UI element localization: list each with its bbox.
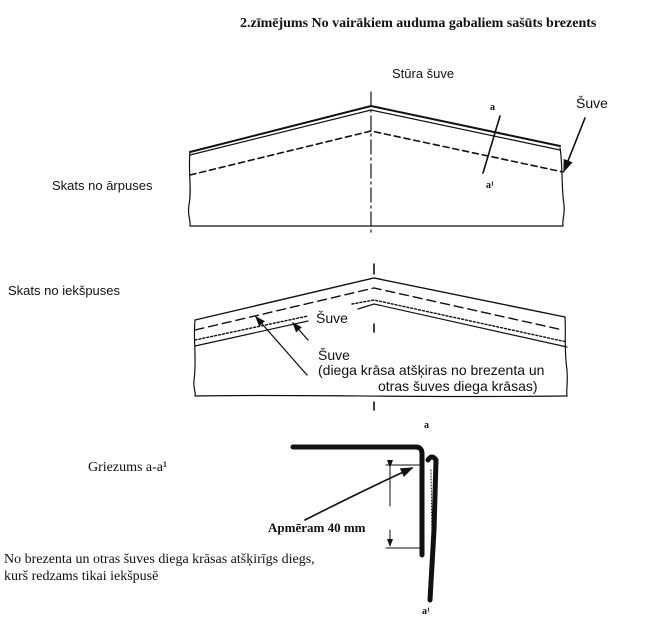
outside-seam-label: Šuve	[576, 95, 608, 111]
section-label: Griezums a-a¹	[88, 460, 168, 475]
dimension-label: Apmēram 40 mm	[268, 520, 366, 535]
section-note-line2: kurš redzams tikai iekšpusē	[4, 569, 159, 584]
section-mark-bottom: a¹	[422, 606, 430, 617]
outside-view-label: Skats no ārpuses	[52, 178, 153, 193]
section-mark-a-top: a	[490, 102, 495, 113]
section-mark-top: a	[424, 420, 429, 431]
corner-seam-label: Stūra šuve	[392, 66, 455, 81]
inside-seam2-note-line1: (diega krāsa atšķiras no brezenta un	[318, 362, 545, 378]
figure-title: 2.zīmējums No vairākiem auduma gabaliem sašūts brezents	[240, 16, 597, 31]
section-mark-a1-bottom: a¹	[486, 180, 494, 191]
outside-view-panel	[188, 92, 585, 232]
inside-view-label: Skats no iekšpuses	[8, 283, 121, 298]
inside-seam2-note-line2: otras šuves diega krāsas)	[378, 378, 538, 394]
inside-seam-label: Šuve	[316, 310, 348, 326]
section-note-line1: No brezenta un otras šuves diega krāsas atšķirīgs diegs,	[4, 552, 315, 567]
inside-seam2-label: Šuve	[318, 347, 350, 363]
